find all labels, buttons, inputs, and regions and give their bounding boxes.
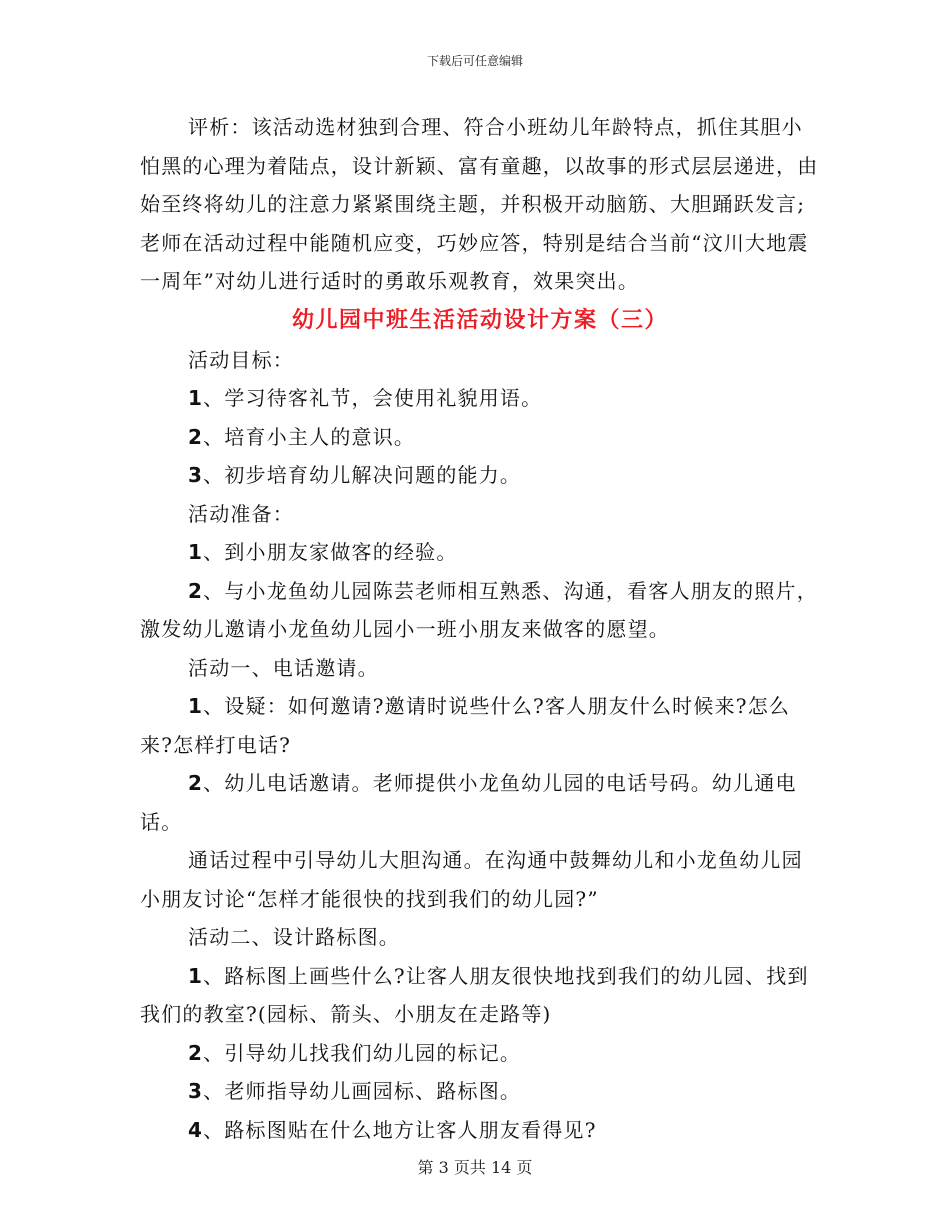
list-number: 2 xyxy=(188,578,204,603)
list-text: 、学习待客礼节，会使用礼貌用语。 xyxy=(203,386,543,410)
list-item xyxy=(140,764,820,841)
list-number: 4 xyxy=(188,1117,204,1142)
list-text: 、引导幼儿找我们幼儿园的标记。 xyxy=(203,1040,522,1065)
list-text: 、与小龙鱼幼儿园陈芸老师相互熟悉、沟通，看客人朋友的照片，激发幼儿邀请小龙鱼幼儿园小一班小朋友来做客的愿望。 xyxy=(140,578,818,641)
list-number: 1 xyxy=(188,386,204,410)
list-number: 3 xyxy=(188,1079,204,1103)
list-item xyxy=(140,1072,820,1111)
document-body xyxy=(140,108,820,1149)
list-item xyxy=(140,572,820,649)
list-text: 、路标图贴在什么地方让客人朋友看得见? xyxy=(203,1117,597,1142)
page-header: 下载后可任意编辑 xyxy=(426,54,523,68)
preparation-heading: 活动准备： xyxy=(188,501,294,526)
section-title: 幼儿园中班生活活动设计方案（三） xyxy=(291,307,668,333)
list-number: 1 xyxy=(188,694,204,718)
list-item xyxy=(140,687,820,764)
goals-heading: 活动目标： xyxy=(188,347,294,372)
list-text: 、初步培育幼儿解决问题的能力。 xyxy=(203,463,522,487)
list-text: 、培育小主人的意识。 xyxy=(203,424,416,449)
list-text: 、幼儿电话邀请。老师提供小龙鱼幼儿园的电话号码。幼儿通电话。 xyxy=(140,771,797,834)
list-text: 、老师指导幼儿画园标、路标图。 xyxy=(203,1079,522,1103)
list-item xyxy=(140,1034,820,1073)
list-item xyxy=(140,533,820,572)
list-number: 1 xyxy=(188,540,204,564)
analysis-paragraph: 评析：该活动选材独到合理、符合小班幼儿年龄特点，抓住其胆小怕黑的心理为着陆点，设计新颖、富有童趣，以故事的形式层层递进，由始至终将幼儿的注意力紧紧围绕主题，并积极开动脑筋、大胆踊跃发言;老师在活动过程中能随机应变，巧妙应答，特别是结合当前“汶川大地震一周年”对幼儿进行适时的勇敢乐观教育，效果突出。 xyxy=(140,115,819,293)
list-number: 2 xyxy=(188,1040,204,1065)
list-item xyxy=(140,379,820,418)
activity2-heading: 活动二、设计路标图。 xyxy=(188,925,400,949)
activity1-heading: 活动一、电话邀请。 xyxy=(188,655,379,680)
list-number: 1 xyxy=(188,963,204,988)
list-item xyxy=(140,418,820,457)
list-text: 、路标图上画些什么?让客人朋友很快地找到我们的幼儿园、找到我们的教室?(园标、箭头、小朋友在走路等) xyxy=(140,963,809,1026)
list-number: 2 xyxy=(188,771,204,795)
page-footer: 第 3 页共 14 页 xyxy=(417,1158,533,1177)
activity1-note: 通话过程中引导幼儿大胆沟通。在沟通中鼓舞幼儿和小龙鱼幼儿园小朋友讨论“怎样才能很快的找到我们的幼儿园?” xyxy=(140,848,803,911)
list-item xyxy=(140,1111,820,1150)
list-number: 3 xyxy=(188,463,204,487)
list-item xyxy=(140,957,820,1034)
list-item xyxy=(140,456,820,495)
list-text: 、到小朋友家做客的经验。 xyxy=(203,540,458,564)
list-number: 2 xyxy=(188,424,204,449)
list-text: 、设疑：如何邀请?邀请时说些什么?客人朋友什么时候来?怎么来?怎样打电话? xyxy=(140,694,791,757)
